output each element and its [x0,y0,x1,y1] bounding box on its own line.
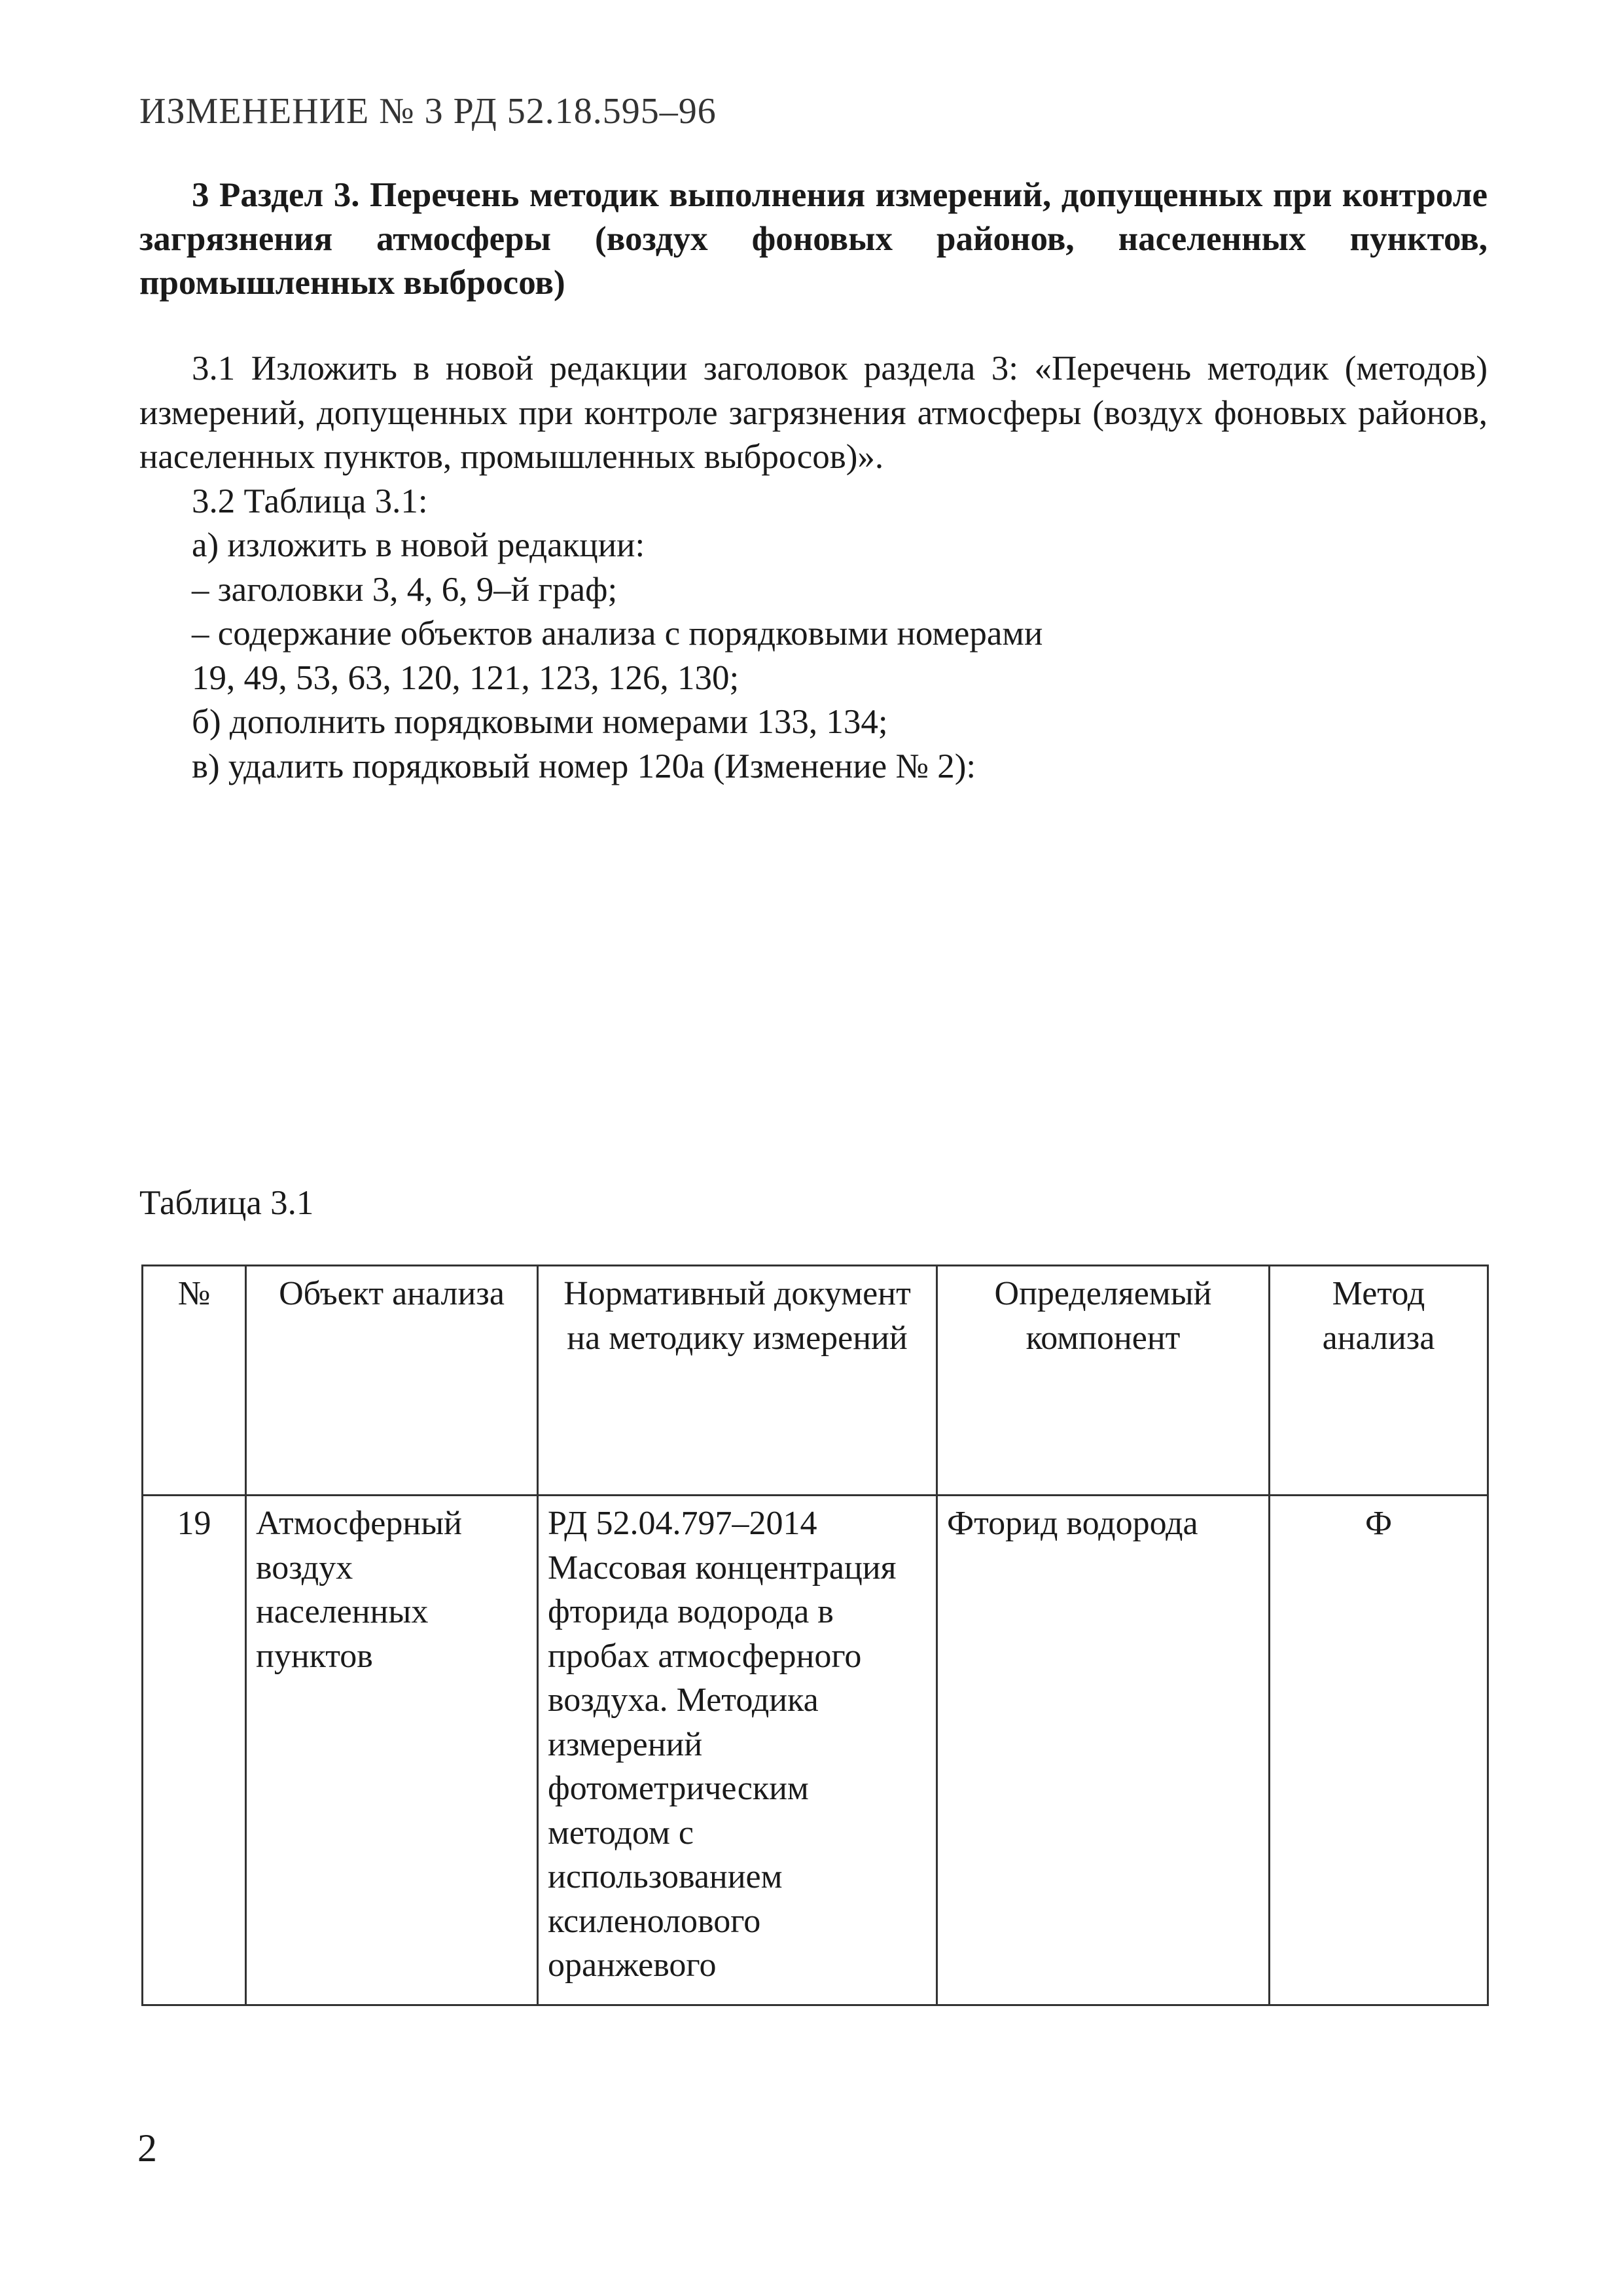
header-num: № [143,1266,246,1496]
paragraph-3-1: 3.1 Изложить в новой редакции заголовок раздела 3: «Перечень методик (методов) измерений, допущенных при контроле загрязнения атмосферы (воздух фоновых районов, населенных пунктов, промышленных выбросов)». [139,350,1488,476]
list-item-v: в) удалить порядковый номер 120а (Изменение № 2): [192,747,976,785]
list-item-numbers: 19, 49, 53, 63, 120, 121, 123, 126, 130; [192,658,740,697]
cell-num: 19 [143,1496,246,2005]
body-text [139,347,1488,789]
list-item-dash-contents: – содержание объектов анализа с порядковыми номерами [192,615,1043,653]
paragraph-3-2: 3.2 Таблица 3.1: [192,482,428,520]
table-caption: Таблица 3.1 [139,1184,314,1222]
header-document: Нормативный документ на методику измерений [538,1266,937,1496]
cell-document: РД 52.04.797–2014 Массовая концентрация фторида водорода в пробах атмосферного воздуха. Методика измерений фотометрическим методом с использованием ксиленолового оранжевого [538,1496,937,2005]
header-component: Определяемый компонент [937,1266,1270,1496]
header-method: Метод анализа [1270,1266,1488,1496]
list-item-dash-headers: – заголовки 3, 4, 6, 9–й граф; [192,570,618,609]
page-number: 2 [137,2126,157,2170]
section-title: 3 Раздел 3. Перечень методик выполнения измерений, допущенных при контроле загрязнения атмосферы (воздух фоновых районов, населенных пунктов, промышленных выбросов) [139,176,1488,302]
data-table [141,1265,1489,2006]
cell-component: Фторид водорода [937,1496,1270,2005]
header-object: Объект анализа [246,1266,538,1496]
table-row [143,1496,1488,2005]
list-item-a: а) изложить в новой редакции: [192,526,645,564]
cell-method: Ф [1270,1496,1488,2005]
cell-object: Атмосферный воздух населенных пунктов [246,1496,538,2005]
list-item-b: б) дополнить порядковыми номерами 133, 134; [192,703,888,741]
document-header: ИЗМЕНЕНИЕ № 3 РД 52.18.595–96 [139,91,717,132]
table-header-row [143,1266,1488,1496]
